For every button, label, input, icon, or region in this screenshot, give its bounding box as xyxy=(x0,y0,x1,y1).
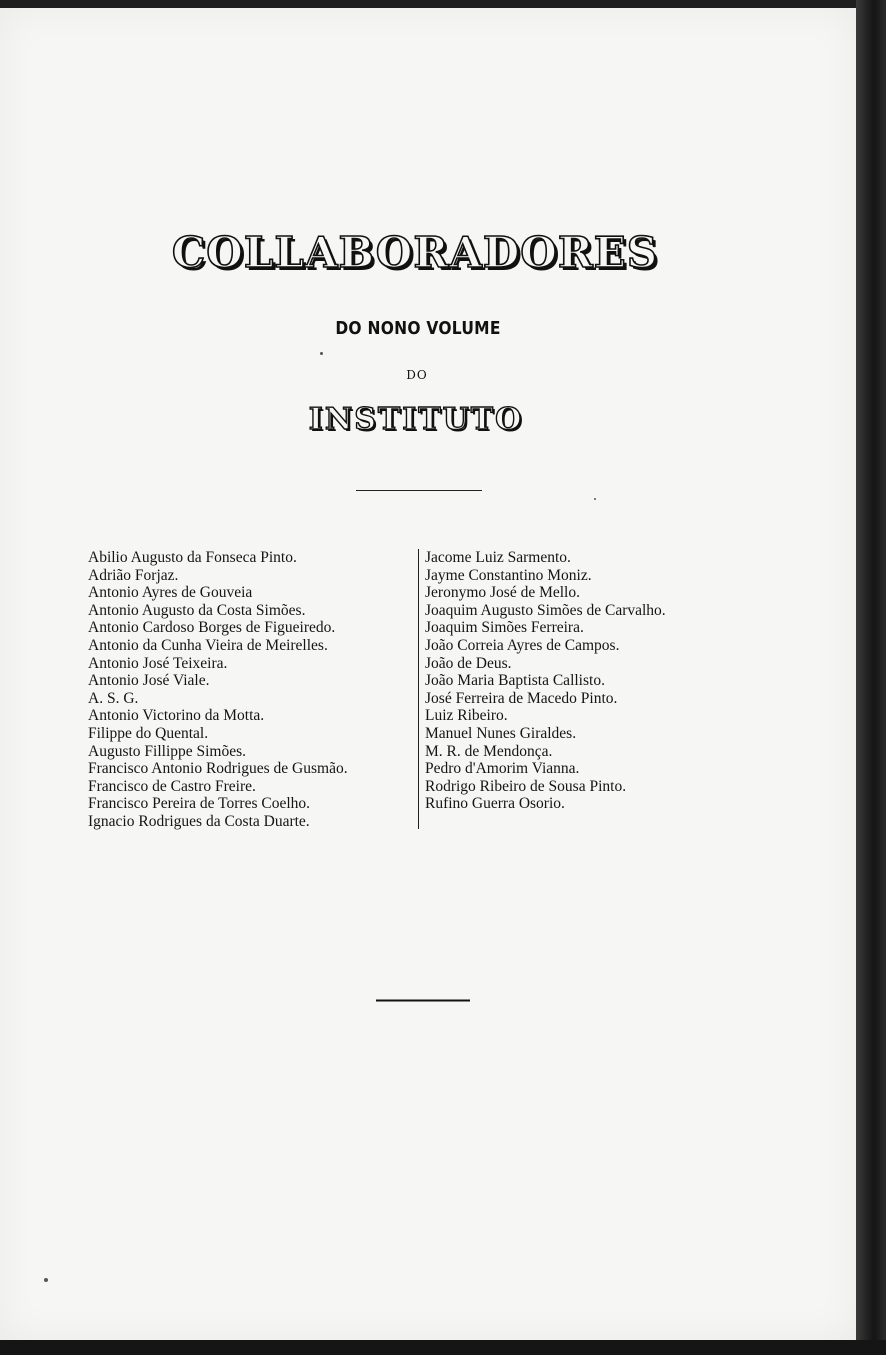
contributor-name: Jayme Constantino Moniz. xyxy=(425,566,592,584)
page-title: COLLABORADORES xyxy=(171,228,659,277)
contributor-name: Antonio da Cunha Vieira de Meirelles. xyxy=(88,636,328,654)
contributor-name: Rufino Guerra Osorio. xyxy=(425,795,565,813)
contributor-name: João de Deus. xyxy=(425,654,512,672)
contributor-name: Abilio Augusto da Fonseca Pinto. xyxy=(88,549,297,566)
contributor-name: José Ferreira de Macedo Pinto. xyxy=(425,689,618,707)
contributor-name: Francisco Pereira de Torres Coelho. xyxy=(88,795,311,813)
contributor-name: Jeronymo José de Mello. xyxy=(425,584,580,602)
contributor-name: Antonio Augusto da Costa Simões. xyxy=(88,601,306,619)
contributor-name: A. S. G. xyxy=(88,689,139,707)
page-bottom-edge xyxy=(0,1340,886,1355)
contributor-name: Augusto Fillippe Simões. xyxy=(88,742,247,760)
contributor-name: Antonio José Teixeira. xyxy=(88,654,228,672)
contributors-left-column xyxy=(88,549,408,831)
contributor-name: Jacome Luiz Sarmento. xyxy=(425,549,571,566)
contributor-name: Luiz Ribeiro. xyxy=(425,707,508,725)
volume-subtitle: DO NONO VOLUME xyxy=(335,318,501,339)
contributor-name: Manuel Nunes Giraldes. xyxy=(425,724,577,742)
institution-name: INSTITUTO xyxy=(308,402,524,437)
contributor-name: Adrião Forjaz. xyxy=(88,566,179,584)
connector-word: DO xyxy=(406,368,428,382)
contributor-name: Francisco Antonio Rodrigues de Gusmão. xyxy=(88,760,348,778)
top-rule-divider xyxy=(356,490,482,491)
contributor-name: Antonio Cardoso Borges de Figueiredo. xyxy=(88,619,336,637)
contributor-name: M. R. de Mendonça. xyxy=(425,742,553,760)
contributor-name: Filippe do Quental. xyxy=(88,724,209,742)
contributor-name: Pedro d'Amorim Vianna. xyxy=(425,760,580,778)
contributor-name: João Correia Ayres de Campos. xyxy=(425,636,620,654)
book-spine-edge xyxy=(856,0,886,1355)
column-divider xyxy=(418,549,419,829)
contributor-name: Joaquim Augusto Simões de Carvalho. xyxy=(425,601,666,619)
contributor-name: Rodrigo Ribeiro de Sousa Pinto. xyxy=(425,777,627,795)
bottom-rule-divider xyxy=(376,999,470,1002)
paper-speck xyxy=(594,498,596,500)
contributors-right-column xyxy=(425,549,745,813)
paper-speck xyxy=(44,1278,48,1282)
contributor-name: João Maria Baptista Callisto. xyxy=(425,672,605,690)
contributor-name: Antonio José Viale. xyxy=(88,672,210,690)
paper-speck xyxy=(320,352,323,355)
contributor-name: Ignacio Rodrigues da Costa Duarte. xyxy=(88,812,310,830)
contributor-name: Francisco de Castro Freire. xyxy=(88,777,256,795)
contributor-name: Joaquim Simões Ferreira. xyxy=(425,619,584,637)
contributor-name: Antonio Ayres de Gouveia xyxy=(88,584,253,602)
contributor-name: Antonio Victorino da Motta. xyxy=(88,707,265,725)
